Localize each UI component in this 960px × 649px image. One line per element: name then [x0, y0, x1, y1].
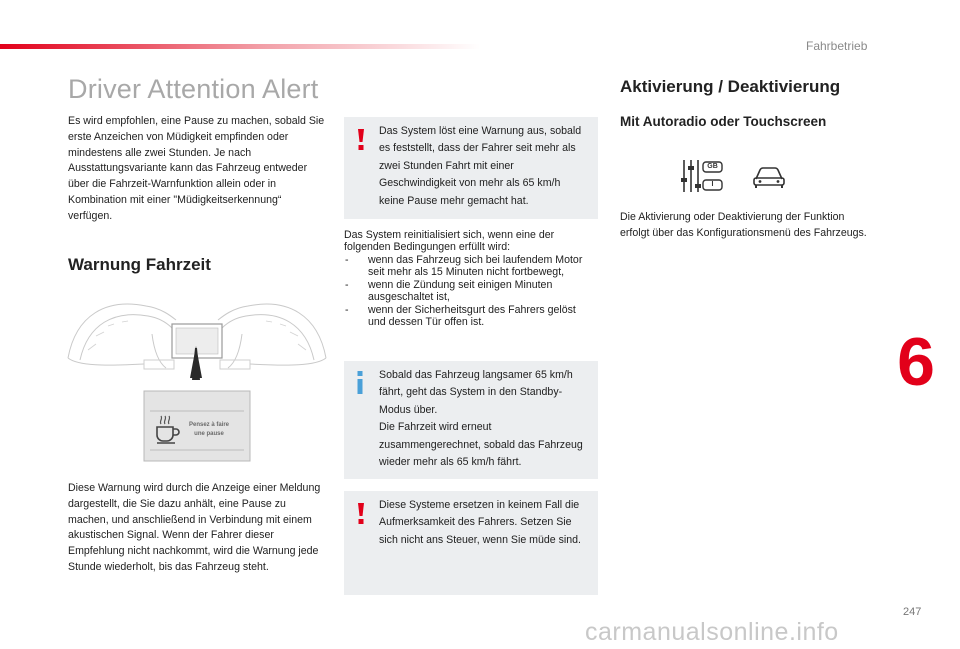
exclamation-icon	[354, 127, 368, 151]
reset-conditions-list	[344, 254, 594, 328]
warning-box-1	[344, 117, 598, 219]
activation-heading: Aktivierung / Deaktivierung	[620, 77, 841, 96]
page-number: 247	[903, 606, 922, 618]
car-icon	[752, 163, 786, 189]
info-icon	[355, 369, 365, 395]
settings-sliders-icon	[678, 158, 726, 194]
list-item	[344, 279, 594, 304]
list-item	[344, 304, 594, 329]
warning-box-2	[344, 491, 598, 595]
list-item-text: wenn der Sicherheitsgurt des Fahrers gelöst und dessen Tür offen ist.	[368, 303, 576, 329]
info-box	[344, 361, 598, 479]
chapter-number: 6	[897, 324, 935, 400]
list-item	[344, 254, 594, 279]
watermark: carmanualsonline.info	[585, 618, 839, 646]
coffee-cup-icon	[155, 414, 181, 444]
warning-paragraph: Diese Warnung wird durch die Anzeige einer Meldung dargestellt, die Sie dazu anhält, eine Pause zu machen, und anschließend in Verbindung mit einem akustischen Signal. Wenn der Fahrer dieser Empfehlung nicht nachkommt, wird die Warnung jede Stunde wiederholt, bis das Fahrzeug steht.	[68, 482, 321, 573]
list-dash: -	[345, 254, 349, 266]
header-accent-bar	[0, 44, 480, 49]
i-label: I	[711, 181, 714, 188]
list-item-text: wenn das Fahrzeug sich bei laufendem Motor seit mehr als 15 Minuten nicht fortbewegt,	[368, 254, 583, 279]
reset-intro: Das System reinitialisiert sich, wenn eine der folgenden Bedingungen erfüllt wird:	[344, 229, 555, 254]
gb-label: GB	[707, 163, 718, 170]
exclamation-icon	[354, 501, 368, 525]
list-dash: -	[345, 303, 349, 316]
list-dash: -	[345, 278, 349, 291]
activation-subheading: Mit Autoradio oder Touchscreen	[620, 114, 827, 129]
warning-box-2-text: Diese Systeme ersetzen in keinem Fall die Aufmerksamkeit des Fahrers. Setzen Sie sich nicht ans Steuer, wenn Sie müde sind.	[379, 499, 581, 546]
display-message: Pensez à faire une pause	[188, 422, 230, 437]
intro-paragraph: Es wird empfohlen, eine Pause zu machen, sobald Sie erste Anzeichen von Müdigkeit empfinden oder mindestens alle zwei Stunden. Je nach Ausstattungsvariante kann das Fahrzeug entweder über die Fahrzeit-Warnfunktion allein oder in Kombination mit einer "Müdigkeitserkennung“ verfügen.	[68, 115, 325, 222]
activation-text: Die Aktivierung oder Deaktivierung der Funktion erfolgt über das Konfigurationsmenü des Fahrzeugs.	[620, 211, 867, 239]
list-item-text: wenn die Zündung seit einigen Minuten ausgeschaltet ist,	[368, 278, 553, 304]
section-title: Fahrbetrieb	[806, 39, 868, 53]
warning-box-1-text: Das System löst eine Warnung aus, sobald es feststellt, dass der Fahrer seit mehr als zwei Stunden Fahrt mit einer Geschwindigkeit von mehr als 65 km/h keine Pause mehr gemacht hat.	[379, 125, 582, 207]
page-title: Driver Attention Alert	[68, 74, 319, 104]
info-box-text: Sobald das Fahrzeug langsamer 65 km/h fährt, geht das System in den Standby-Modus über. Die Fahrzeit wird erneut zusammengerechnet, sobald das Fahrzeug wieder mehr als 65 km/h fährt.	[379, 369, 583, 469]
warning-heading: Warnung Fahrzeit	[68, 255, 211, 274]
instrument-cluster-illustration	[66, 290, 328, 468]
